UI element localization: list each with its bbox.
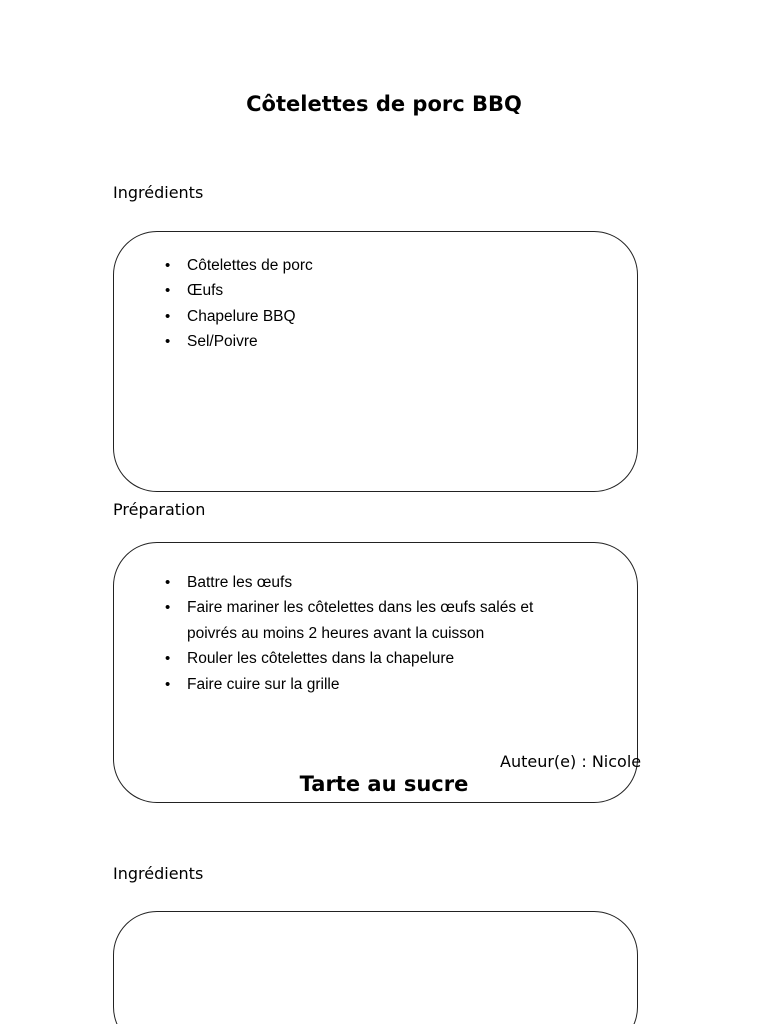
ingredient-text: Œufs xyxy=(187,282,224,300)
ingredients-box xyxy=(113,911,638,1024)
author-credit: Auteur(e) : Nicole xyxy=(500,752,642,771)
ingredients-heading: Ingrédients xyxy=(113,183,204,202)
list-item xyxy=(165,329,607,354)
ingredient-text: Chapelure BBQ xyxy=(187,307,296,325)
list-item xyxy=(165,646,577,671)
ingredient-text: Sel/Poivre xyxy=(187,333,258,351)
list-item xyxy=(165,595,577,646)
bullet-icon: • xyxy=(165,333,171,351)
bullet-icon: • xyxy=(165,599,171,617)
bullet-icon: • xyxy=(165,650,171,668)
ingredients-list xyxy=(165,253,607,355)
recipe-title: Côtelettes de porc BBQ xyxy=(246,92,522,116)
list-item xyxy=(165,672,577,697)
bullet-icon: • xyxy=(165,675,171,693)
bullet-icon: • xyxy=(165,257,171,274)
step-text: Rouler les côtelettes dans la chapelure xyxy=(187,650,455,668)
list-item xyxy=(165,278,607,303)
recipe-title: Tarte au sucre xyxy=(299,772,469,796)
step-text: Faire cuire sur la grille xyxy=(187,675,340,693)
bullet-icon: • xyxy=(165,282,171,300)
step-text: Battre les œufs xyxy=(187,574,293,591)
list-item xyxy=(165,253,607,278)
ingredients-box xyxy=(113,231,638,492)
preparation-list xyxy=(165,570,577,697)
bullet-icon: • xyxy=(165,307,171,325)
bullet-icon: • xyxy=(165,574,171,591)
preparation-heading: Préparation xyxy=(113,500,206,519)
step-text: Faire mariner les côtelettes dans les œufs salés et poivrés au moins 2 heures avant la cuisson xyxy=(187,599,534,642)
list-item xyxy=(165,570,577,595)
list-item xyxy=(165,304,607,329)
ingredients-heading: Ingrédients xyxy=(113,864,204,883)
ingredient-text: Côtelettes de porc xyxy=(187,257,313,274)
